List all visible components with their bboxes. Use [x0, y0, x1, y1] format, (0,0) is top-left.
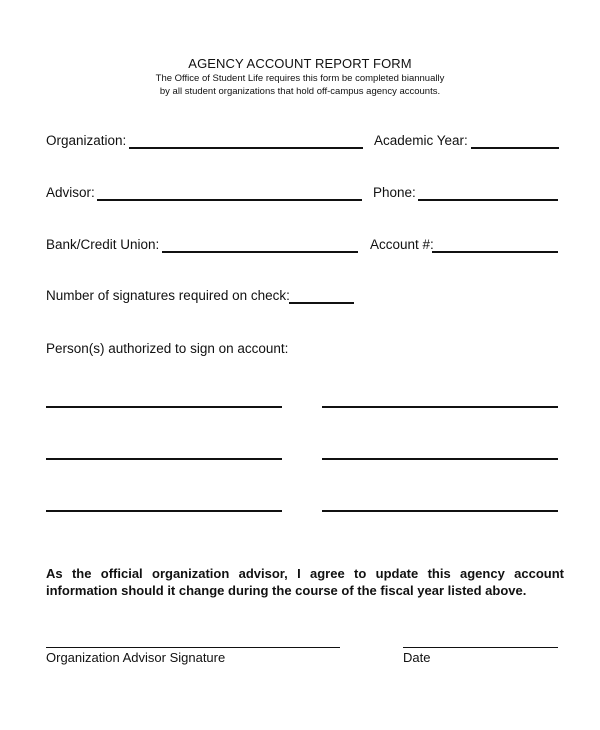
agreement-line2: information should it change during the course of the fiscal year listed above. [46, 583, 527, 598]
advisor-agreement [46, 565, 564, 599]
form-subtitle-line1: The Office of Student Life requires this form be completed biannually [155, 73, 445, 84]
advisor-label: Advisor: [46, 185, 95, 200]
agreement-line1: As the official organization advisor, I agree to update this agency account [46, 566, 564, 581]
date-label: Date [403, 650, 431, 665]
phone-field[interactable] [418, 199, 558, 201]
account-number-label: Account #: [370, 237, 434, 252]
advisor-signature-label: Organization Advisor Signature [46, 650, 226, 665]
authorized-signer-field[interactable] [46, 406, 282, 408]
academic-year-field[interactable] [471, 147, 559, 149]
phone-label: Phone: [373, 185, 416, 200]
authorized-persons-label: Person(s) authorized to sign on account: [46, 341, 289, 356]
advisor-signature-field[interactable] [46, 647, 340, 648]
organization-label: Organization: [46, 133, 127, 148]
authorized-signer-field[interactable] [322, 458, 558, 460]
form-title: AGENCY ACCOUNT REPORT FORM [188, 56, 412, 71]
bank-field[interactable] [162, 251, 358, 253]
academic-year-label: Academic Year: [374, 133, 468, 148]
signatures-required-label: Number of signatures required on check: [46, 288, 290, 303]
date-field[interactable] [403, 647, 558, 648]
advisor-field[interactable] [97, 199, 362, 201]
account-number-field[interactable] [432, 251, 558, 253]
authorized-signer-field[interactable] [46, 510, 282, 512]
bank-label: Bank/Credit Union: [46, 237, 160, 252]
authorized-signer-field[interactable] [46, 458, 282, 460]
form-subtitle-line2: by all student organizations that hold off-campus agency accounts. [159, 86, 441, 97]
authorized-signer-field[interactable] [322, 406, 558, 408]
signatures-required-field[interactable] [289, 302, 354, 304]
organization-field[interactable] [129, 147, 363, 149]
authorized-signer-field[interactable] [322, 510, 558, 512]
